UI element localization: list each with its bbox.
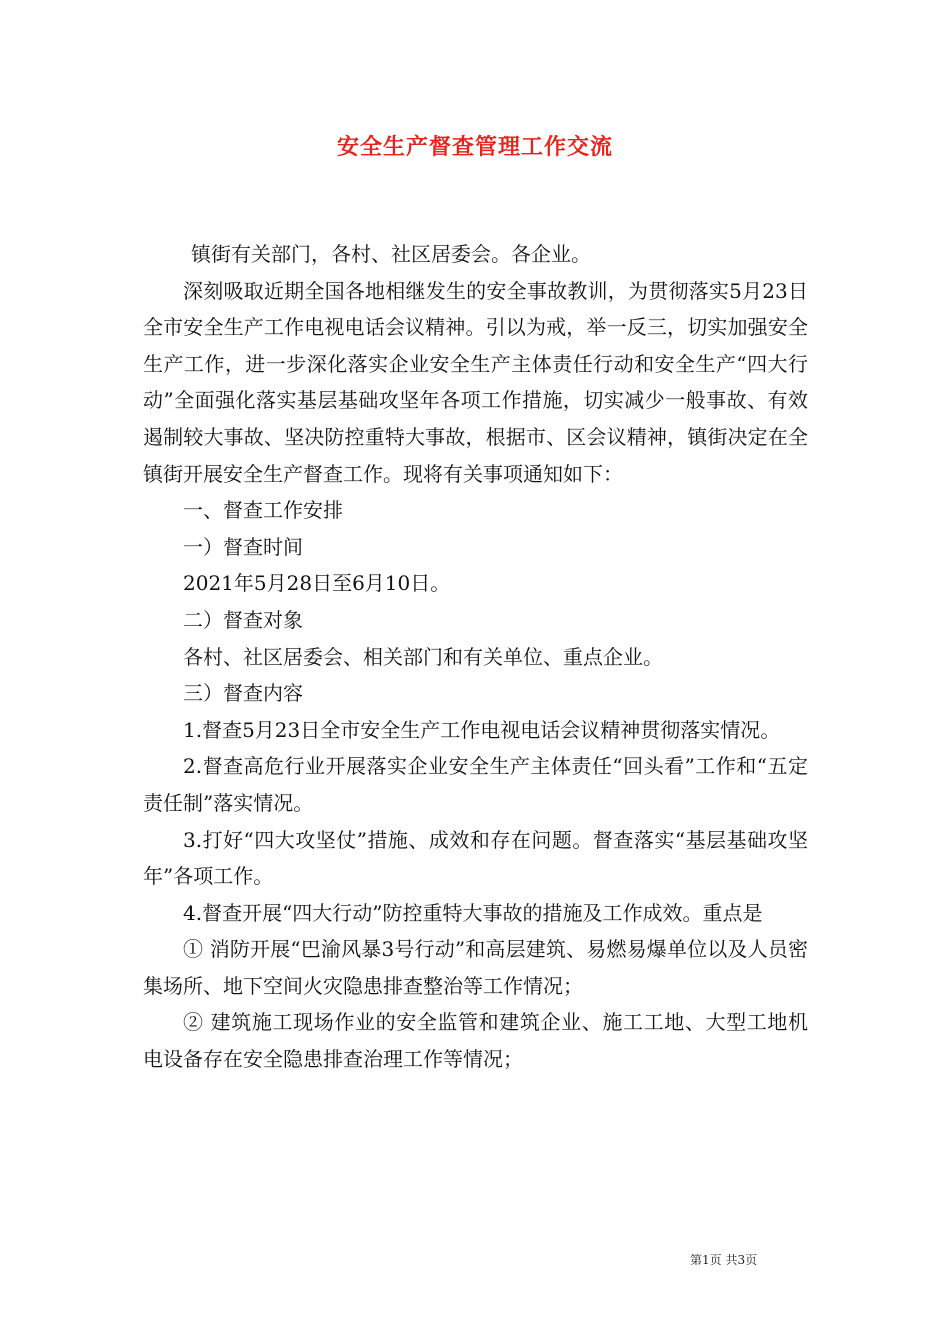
salutation: 镇街有关部门，各村、社区居委会。各企业。 (191, 242, 591, 266)
content-item-2: 2.督查高危行业开展落实企业安全生产主体责任“回头看”工作和“五定责任制”落实情况。 (143, 754, 808, 815)
time-text: 2021年5月28日至6月10日。 (183, 571, 451, 596)
document-body (143, 236, 808, 1078)
target-text: 各村、社区居委会、相关部门和有关单位、重点企业。 (183, 644, 663, 669)
subheading-target: 二）督查对象 (183, 607, 303, 632)
focus-item-1: ① 消防开展“巴渝风暴3号行动”和高层建筑、易燃易爆单位以及人员密集场所、地下空间火灾隐患排查整治等工作情况； (143, 937, 808, 998)
section-heading-1: 一、督查工作安排 (183, 498, 343, 523)
focus-item-2: ② 建筑施工现场作业的安全监管和建筑企业、施工工地、大型工地机电设备存在安全隐患排查治理工作等情况； (143, 1010, 808, 1072)
subheading-content: 三）督查内容 (183, 681, 303, 706)
page-number: 第1页 共3页 (690, 1253, 758, 1267)
content-item-1: 1.督查5月23日全市安全生产工作电视电话会议精神贯彻落实情况。 (183, 717, 781, 742)
intro-paragraph: 深刻吸取近期全国各地相继发生的安全事故教训，为贯彻落实5月23日全市安全生产工作电视电话会议精神。引以为戒，举一反三，切实加强安全生产工作，进一步深化落实企业安全生产主体责任行动和安全生产“四大行动”全面强化落实基层基础攻坚年各项工作措施，切实减少一般事故、有效遏制较大事故、坚决防控重特大事故，根据市、区会议精神，镇街决定在全镇街开展安全生产督查工作。现将有关事项通知如下： (143, 278, 808, 486)
subheading-time: 一）督查时间 (183, 534, 303, 559)
document-title: 安全生产督查管理工作交流 (336, 134, 613, 160)
content-item-3: 3.打好“四大攻坚仗”措施、成效和存在问题。督查落实“基层基础攻坚年”各项工作。 (143, 827, 808, 889)
content-item-4: 4.督查开展“四大行动”防控重特大事故的措施及工作成效。重点是 (183, 900, 763, 925)
